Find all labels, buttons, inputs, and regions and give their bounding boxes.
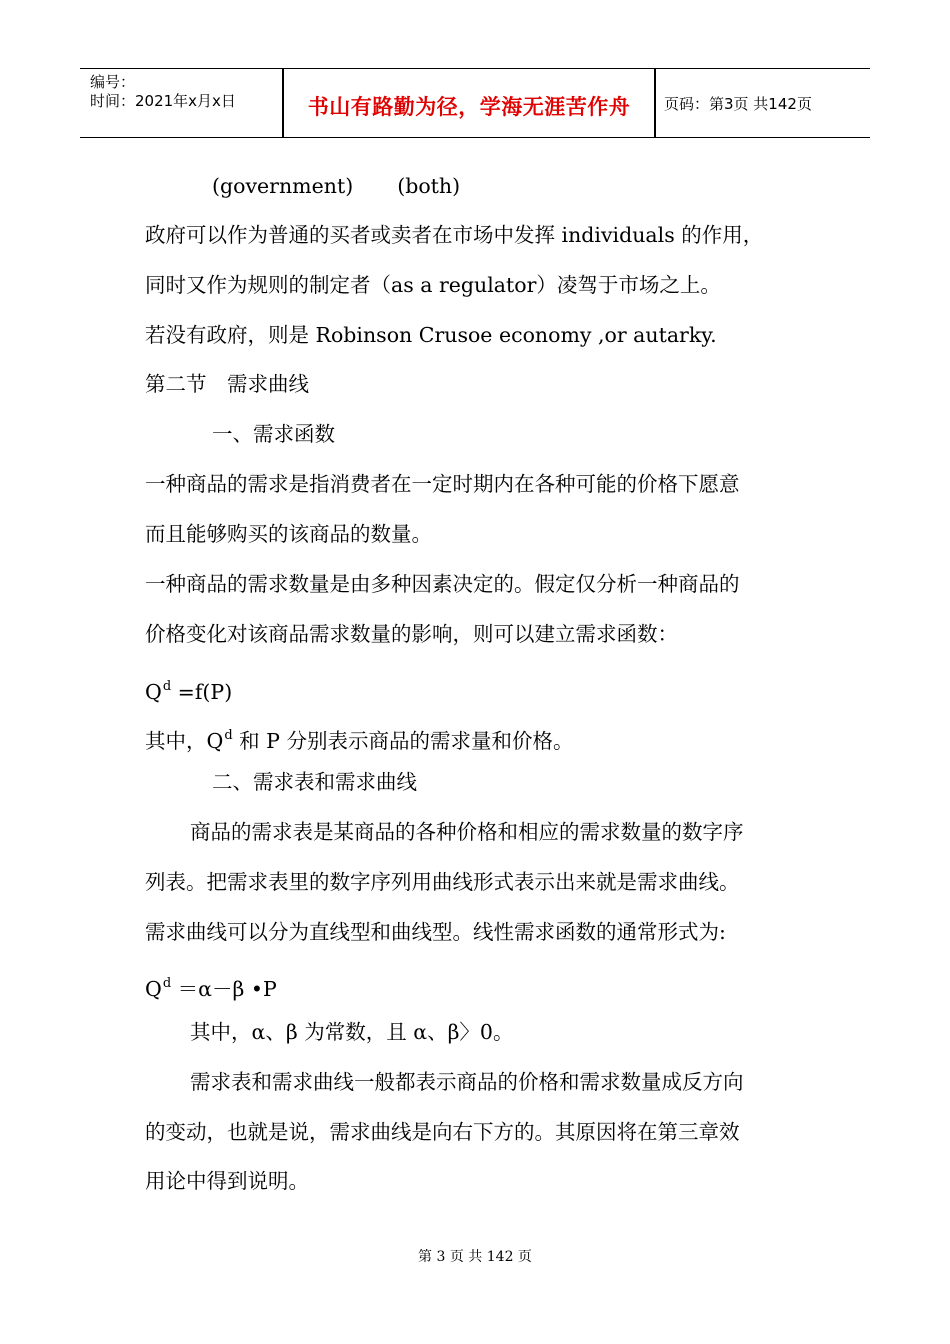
body-line: 的变动，也就是说，需求曲线是向右下方的。其原因将在第三章效 xyxy=(145,1120,740,1144)
subsection-title: 一、需求函数 xyxy=(212,422,335,446)
formula-q: Q xyxy=(145,680,162,704)
body-line: 一种商品的需求是指消费者在一定时期内在各种可能的价格下愿意 xyxy=(145,472,740,496)
doc-number-label: 编号： xyxy=(90,73,136,91)
body-line xyxy=(212,172,460,200)
body-line: 一种商品的需求数量是由多种因素决定的。假定仅分析一种商品的 xyxy=(145,572,740,596)
doc-time-label: 时间：2021年x月x日 xyxy=(90,92,236,110)
body-line: 需求曲线可以分为直线型和曲线型。线性需求函数的通常形式为: xyxy=(145,920,726,944)
both-term: (both) xyxy=(397,174,461,198)
header-divider xyxy=(654,69,656,137)
note-suffix: 和 P 分别表示商品的需求量和价格。 xyxy=(232,729,574,753)
body-line: 用论中得到说明。 xyxy=(145,1169,309,1193)
formula-q: Q xyxy=(145,977,162,1001)
header-motto: 书山有路勤为径，学海无涯苦作舟 xyxy=(307,95,631,119)
header-page-info: 页码：第3页 共142页 xyxy=(664,95,812,113)
body-line: 需求表和需求曲线一般都表示商品的价格和需求数量成反方向 xyxy=(190,1070,744,1094)
linear-demand-formula xyxy=(145,970,277,1003)
section-title: 第二节 需求曲线 xyxy=(145,372,309,396)
formula-superscript: d xyxy=(162,679,172,694)
body-line xyxy=(145,722,573,755)
page-header xyxy=(80,68,870,138)
page-footer: 第 3 页 共 142 页 xyxy=(418,1249,532,1265)
body-line: 而且能够购买的该商品的数量。 xyxy=(145,522,432,546)
demand-function-formula xyxy=(145,673,232,706)
body-line: 同时又作为规则的制定者（as a regulator）凌驾于市场之上。 xyxy=(145,273,721,297)
body-line: 政府可以作为普通的买者或卖者在市场中发挥 individuals 的作用， xyxy=(145,223,764,247)
body-line: 价格变化对该商品需求数量的影响，则可以建立需求函数： xyxy=(145,622,678,646)
body-line: 其中，α、β 为常数，且 α、β〉0。 xyxy=(190,1020,514,1044)
formula-superscript: d xyxy=(162,976,172,991)
header-meta xyxy=(90,73,236,111)
subsection-title: 二、需求表和需求曲线 xyxy=(212,770,417,794)
formula-rest: =f(P) xyxy=(171,680,233,704)
body-line: 商品的需求表是某商品的各种价格和相应的需求数量的数字序 xyxy=(190,820,744,844)
body-line: 若没有政府，则是 Robinson Crusoe economy ,or autarky. xyxy=(145,323,717,347)
government-term: (government) xyxy=(212,174,354,198)
formula-superscript: d xyxy=(224,728,233,743)
body-line: 列表。把需求表里的数字序列用曲线形式表示出来就是需求曲线。 xyxy=(145,870,740,894)
formula-rest: ＝α－β •P xyxy=(171,977,277,1001)
note-prefix: 其中，Q xyxy=(145,729,224,753)
